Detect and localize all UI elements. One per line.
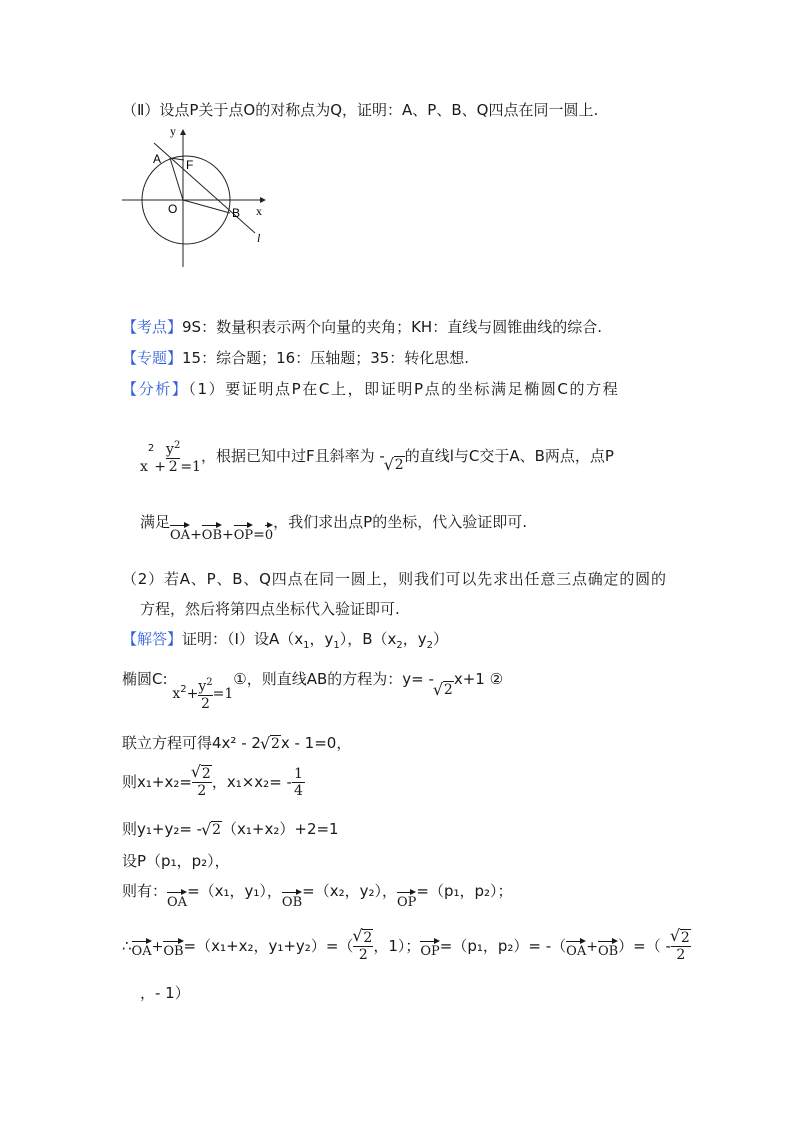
ellipse-end: x+1 ② xyxy=(453,670,504,688)
vieta-den2: 4 xyxy=(293,783,303,799)
vieta-a: 则x₁+x₂= xyxy=(122,773,192,791)
zhuanti-tag: 【专题】 xyxy=(122,349,183,367)
fenxi-line2-b: 的直线l与C交于A、B两点，点P xyxy=(404,446,614,465)
op-val: =（p₁，p₂）； xyxy=(416,882,513,900)
label-a: A xyxy=(153,152,162,166)
have-text: 则有： xyxy=(122,882,168,900)
eq-rhs: =1 xyxy=(180,458,201,475)
sqrt-2-ysum-rad: 2 xyxy=(212,822,222,838)
vec-oa-4: OA xyxy=(566,938,586,959)
vieta-num2: 1 xyxy=(293,766,303,782)
fenxi-line3: 满足OA+OB+OP=0，我们求出点P的坐标，代入验证即可. xyxy=(140,513,527,543)
intro-mid3: ，y xyxy=(402,630,427,648)
ellipse-tail: ①，则直线AB的方程为：y= - xyxy=(233,670,434,688)
vec-op-2: OP xyxy=(397,889,416,910)
sum-sqrt: 2 xyxy=(363,930,373,946)
fenxi-line2 xyxy=(140,438,614,475)
op-eq: =（p₁，p₂）= -（ xyxy=(439,937,567,955)
kaodian-line xyxy=(122,316,602,337)
sqrt-2-slope-rad: 2 xyxy=(394,456,404,473)
fenxi-part2-line1: （2）若A、P、B、Q四点在同一圆上，则我们可以先求出任意三点确定的圆的 xyxy=(122,570,667,588)
ob-val: =（x₂，y₂）， xyxy=(302,882,397,900)
label-f: F xyxy=(186,158,194,172)
jieda-tag: 【解答】 xyxy=(122,630,183,648)
intro-mid1: ，y xyxy=(309,630,334,648)
sqrt-2-ysum xyxy=(202,822,222,838)
kaodian-tag: 【考点】 xyxy=(122,318,183,336)
oa-val: =（x₁，y₁）， xyxy=(187,882,282,900)
vec-ob-2: OB xyxy=(282,889,302,910)
ysum-b: （x₁+x₂）+2=1 xyxy=(222,820,339,838)
sqrt-2-slope xyxy=(385,457,405,473)
zhuanti-line xyxy=(122,347,469,368)
vec-oa-2: OA xyxy=(167,889,187,910)
last-sqrt: 2 xyxy=(680,930,690,946)
sqrt-2-combine-rad: 2 xyxy=(270,736,280,752)
fenxi-line3-b: ，我们求出点P的坐标，代入验证即可. xyxy=(273,513,527,531)
eq-y: y xyxy=(166,441,174,458)
sub-1a: 1 xyxy=(303,640,310,651)
ysum-a: 则y₁+y₂= - xyxy=(122,820,203,838)
combine-line xyxy=(122,732,351,753)
vieta-sqrt: 2 xyxy=(201,766,211,782)
fenxi-tag: 【分析】 xyxy=(122,380,189,398)
sum-den: 2 xyxy=(353,946,373,963)
vieta-den: 2 xyxy=(192,782,212,799)
vec-op: OP xyxy=(234,522,253,543)
sqrt-2-line xyxy=(434,682,454,698)
last-den: 2 xyxy=(671,946,691,963)
fenxi-line1-text: （1）要证明点P在C上，即证明P点的坐标满足椭圆C的方程 xyxy=(188,380,620,398)
sub-2b: 2 xyxy=(426,640,434,651)
sum-tail: ，1）； xyxy=(373,937,421,955)
vec-ob-4: OB xyxy=(598,938,618,959)
segment-ob xyxy=(183,200,230,213)
zhuanti-text: 15：综合题；16：压轴题；35：转化思想. xyxy=(182,349,470,367)
intro-end: ） xyxy=(433,630,449,648)
fenxi-part2-line2: 方程，然后将第四点坐标代入验证即可. xyxy=(140,600,400,618)
kaodian-text: 9S：数量积表示两个向量的夹角；KH：直线与圆锥曲线的综合. xyxy=(182,318,602,336)
eq-den: 2 xyxy=(166,458,180,475)
label-y: y xyxy=(170,125,176,138)
eq-plus: + xyxy=(154,458,167,475)
vec-ob-3: OB xyxy=(163,938,183,959)
vec-oa: OA xyxy=(170,522,190,543)
vieta-line xyxy=(122,766,305,799)
vec-op-3: OP xyxy=(420,938,439,959)
sum-val: =（x₁+x₂，y₁+y₂）=（ xyxy=(183,937,354,955)
vieta-b: ，x₁×x₂= - xyxy=(211,773,292,791)
fenxi-line3-a: 满足 xyxy=(140,513,171,531)
eq-y-sup: 2 xyxy=(173,440,181,451)
sub-2a: 2 xyxy=(396,640,403,651)
fenxi-line2-a: ，根据已知中过F且斜率为 - xyxy=(200,446,385,465)
setp-line: 设P（p₁，p₂）， xyxy=(122,852,230,870)
segment-oa xyxy=(170,158,183,200)
label-b: B xyxy=(232,206,241,220)
combine-text: 联立方程可得4x² - 2 xyxy=(122,734,261,752)
jieda-line xyxy=(122,628,448,651)
jieda-intro: 证明：（Ⅰ）设A（x xyxy=(182,630,304,648)
vec-ob: OB xyxy=(202,522,222,543)
sub-1b: 1 xyxy=(333,640,340,651)
part2-statement: （Ⅱ）设点P关于点O的对称点为Q，证明：A、P、B、Q四点在同一圆上. xyxy=(122,101,599,119)
last-line: ，- 1） xyxy=(140,984,190,1002)
vec-zero: 0 xyxy=(265,522,273,543)
intro-mid2: ），B（x xyxy=(339,630,397,648)
therefore-line: ∴OA+OB=（x₁+x₂，y₁+y₂）=（ √ $\frac{2}{2}$ ，1）；OP=（p₁，p₂）= -（OA+OB）=（ - √ $\frac{2}{2}$ xyxy=(122,930,691,963)
x-axis-arrow xyxy=(260,197,266,203)
therefore-symbol: ∴ xyxy=(122,937,132,955)
eq-x: x xyxy=(140,458,148,475)
op-eq2: ）=（ - xyxy=(618,937,671,955)
vectors-line xyxy=(122,880,513,910)
label-o: O xyxy=(168,202,178,216)
combine-end: x - 1=0， xyxy=(280,734,352,752)
coordinate-figure xyxy=(120,125,280,275)
y-axis-arrow xyxy=(180,129,186,135)
sqrt-2-combine xyxy=(261,736,281,752)
fenxi-line1 xyxy=(122,378,619,399)
ellipse-label: 椭圆C: xyxy=(122,670,168,688)
eq-frac xyxy=(166,438,180,475)
ellipse-line: 椭圆C: $x^2+$ $\frac{y^2}{2}$ =1①，则直线AB的方程为：y= -√ 2x+1 ② xyxy=(122,668,503,712)
eq-x-sup: 2 xyxy=(147,442,155,454)
label-l: l xyxy=(257,231,261,245)
vec-oa-3: OA xyxy=(132,938,152,959)
sqrt-2-line-rad: 2 xyxy=(443,682,453,698)
ysum-line xyxy=(122,818,339,839)
label-x: x xyxy=(256,204,262,218)
